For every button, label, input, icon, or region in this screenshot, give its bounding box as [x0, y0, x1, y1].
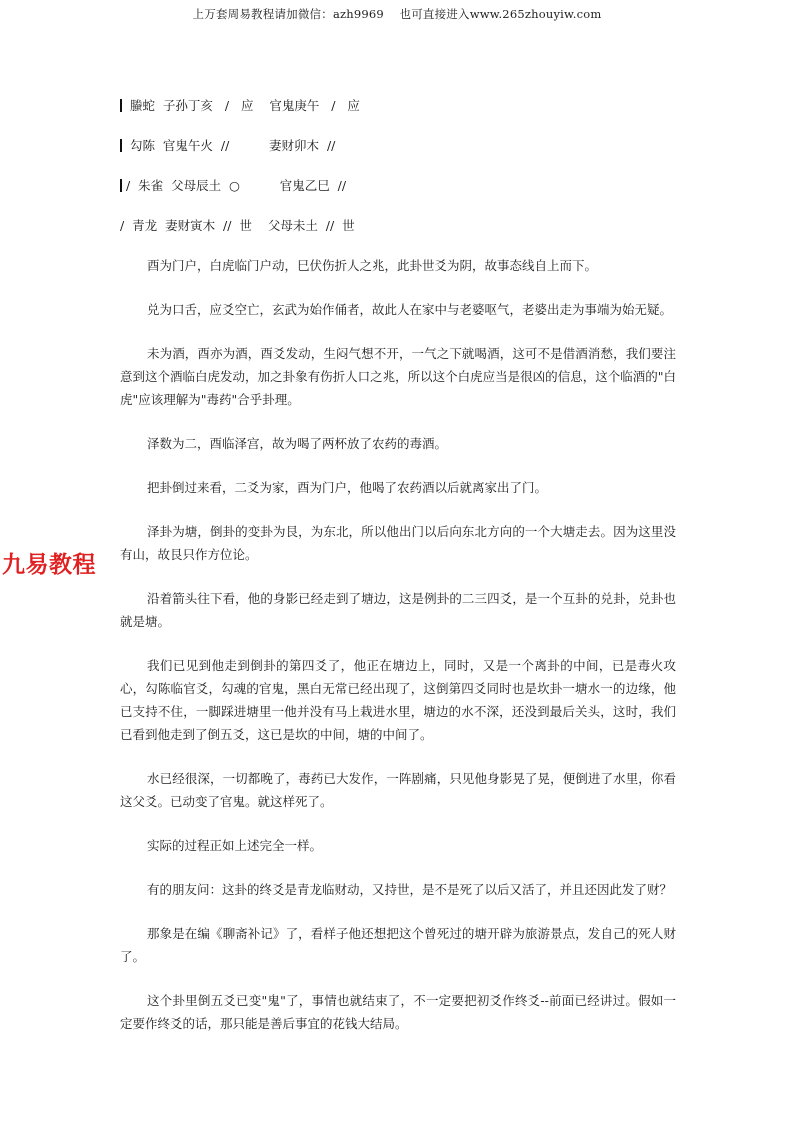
line-marker [120, 179, 122, 192]
hexagram-line [120, 96, 360, 136]
paragraph: 有的朋友问：这卦的终爻是青龙临财动，又持世，是不是死了以后又活了，并且还因此发了财？ [147, 882, 673, 897]
paragraph: 把卦倒过来看，二爻为家，酉为门户，他喝了农药酒以后就离家出了门。 [147, 480, 548, 495]
line-marker [120, 99, 122, 112]
paragraph: 实际的过程正如上述完全一样。 [147, 838, 323, 853]
paragraph: 水已经很深，一切都晚了，毒药已大发作，一阵剧痛，只见他身影晃了晃，便倒进了水里，你看这父爻。已动变了官鬼。就这样死了。 [120, 771, 676, 809]
page-header: 上万套周易教程请加微信：azh9969 也可直接进入www.265zhouyiw.com [192, 7, 602, 21]
paragraph: 这个卦里倒五爻已变"鬼"了，事情也就结束了，不一定要把初爻作终爻--前面已经讲过。假如一定要作终爻的话，那只能是善后事宜的花钱大结局。 [120, 993, 676, 1031]
paragraph: 我们已见到他走到倒卦的第四爻了，他正在塘边上，同时，又是一个离卦的中间，已是毒火攻心，勾陈临官爻，勾魂的官鬼，黑白无常已经出现了，这倒第四爻同时也是坎卦一塘水一的边缘，他已支持不住，一脚踩进塘里一他并没有马上栽进水里，塘边的水不深，还没到最后关头，这时，我们已看到他走到了倒五爻，这已是坎的中间，塘的中间了。 [120, 658, 676, 742]
paragraph: 泽数为二，酉临泽宫，故为喝了两杯放了农药的毒酒。 [147, 436, 448, 451]
hexagram-line-text: 螣蛇 子孙丁亥 / 应 官鬼庚午 / 应 [126, 98, 360, 113]
hexagram-line [120, 136, 360, 176]
paragraph: 那象是在编《聊斋补记》了，看样子他还想把这个曾死过的塘开辟为旅游景点，发自己的死人财了。 [120, 926, 676, 964]
hexagram-line-text: / 青龙 妻财寅木 // 世 父母未土 // 世 [120, 218, 355, 233]
line-marker [120, 139, 122, 152]
paragraph: 沿着箭头往下看，他的身影已经走到了塘边，这是例卦的二三四爻，是一个互卦的兑卦，兑卦也就是塘。 [120, 591, 676, 629]
hexagram-line [120, 216, 360, 256]
paragraph: 未为酒，酉亦为酒，酉爻发动，生闷气想不开，一气之下就喝酒，这可不是借酒消愁，我们要注意到这个酒临白虎发动，加之卦象有伤折人口之兆，所以这个白虎应当是很凶的信息，这个临酒的"白虎"应该理解为"毒药"合乎卦理。 [120, 346, 676, 407]
article-body [120, 254, 676, 1056]
watermark-logo: 九易教程 [2, 552, 96, 578]
paragraph: 兑为口舌，应爻空亡，玄武为始作俑者，故此人在家中与老婆呕气，老婆出走为事端为始无疑。 [147, 302, 673, 317]
hexagram-line-text: 勾陈 官鬼午火 // 妻财卯木 // [126, 138, 336, 153]
hexagram-table [120, 96, 360, 256]
hexagram-line-text: / 朱雀 父母辰土 ○ 官鬼乙巳 // [126, 178, 347, 193]
hexagram-line [120, 176, 360, 216]
paragraph: 酉为门户，白虎临门户动，巳伏伤折人之兆，此卦世爻为阴，故事态线自上而下。 [147, 258, 598, 273]
paragraph: 泽卦为塘，倒卦的变卦为艮，为东北，所以他出门以后向东北方向的一个大塘走去。因为这里没有山，故艮只作方位论。 [120, 524, 676, 562]
